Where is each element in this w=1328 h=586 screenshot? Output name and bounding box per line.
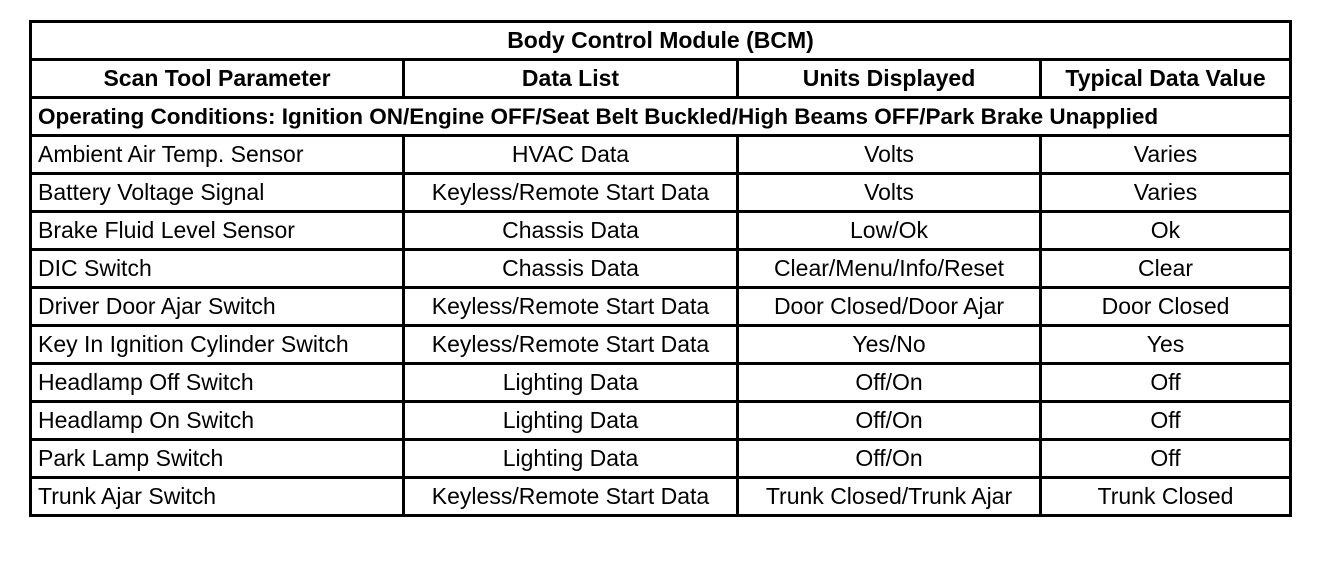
cell-data-list: HVAC Data xyxy=(404,136,738,174)
cell-parameter: Driver Door Ajar Switch xyxy=(31,288,404,326)
cell-data-list: Lighting Data xyxy=(404,402,738,440)
cell-parameter: Battery Voltage Signal xyxy=(31,174,404,212)
cell-typical-value: Off xyxy=(1041,364,1291,402)
cell-units: Off/On xyxy=(738,402,1041,440)
cell-units: Clear/Menu/Info/Reset xyxy=(738,250,1041,288)
header-typical-data-value: Typical Data Value xyxy=(1041,60,1291,98)
cell-parameter: Headlamp On Switch xyxy=(31,402,404,440)
cell-parameter: Park Lamp Switch xyxy=(31,440,404,478)
cell-parameter: Brake Fluid Level Sensor xyxy=(31,212,404,250)
table-row xyxy=(31,212,1291,250)
cell-parameter: Headlamp Off Switch xyxy=(31,364,404,402)
table-row xyxy=(31,174,1291,212)
cell-units: Off/On xyxy=(738,440,1041,478)
cell-data-list: Keyless/Remote Start Data xyxy=(404,174,738,212)
header-row xyxy=(31,60,1291,98)
cell-typical-value: Yes xyxy=(1041,326,1291,364)
bcm-data-table xyxy=(29,20,1292,517)
cell-units: Off/On xyxy=(738,364,1041,402)
cell-data-list: Chassis Data xyxy=(404,212,738,250)
cell-parameter: Key In Ignition Cylinder Switch xyxy=(31,326,404,364)
table-row xyxy=(31,136,1291,174)
cell-typical-value: Clear xyxy=(1041,250,1291,288)
cell-units: Volts xyxy=(738,136,1041,174)
table-row xyxy=(31,364,1291,402)
table-row xyxy=(31,478,1291,516)
cell-data-list: Chassis Data xyxy=(404,250,738,288)
cell-data-list: Lighting Data xyxy=(404,364,738,402)
cell-typical-value: Varies xyxy=(1041,174,1291,212)
cell-parameter: Trunk Ajar Switch xyxy=(31,478,404,516)
table-row xyxy=(31,402,1291,440)
cell-data-list: Keyless/Remote Start Data xyxy=(404,288,738,326)
table-row xyxy=(31,440,1291,478)
cell-parameter: DIC Switch xyxy=(31,250,404,288)
cell-typical-value: Off xyxy=(1041,440,1291,478)
table-row xyxy=(31,288,1291,326)
table-row xyxy=(31,250,1291,288)
cell-units: Volts xyxy=(738,174,1041,212)
cell-typical-value: Varies xyxy=(1041,136,1291,174)
conditions-row xyxy=(31,98,1291,136)
cell-typical-value: Off xyxy=(1041,402,1291,440)
table-title: Body Control Module (BCM) xyxy=(31,22,1291,60)
cell-units: Door Closed/Door Ajar xyxy=(738,288,1041,326)
cell-typical-value: Ok xyxy=(1041,212,1291,250)
cell-units: Trunk Closed/Trunk Ajar xyxy=(738,478,1041,516)
cell-typical-value: Trunk Closed xyxy=(1041,478,1291,516)
cell-parameter: Ambient Air Temp. Sensor xyxy=(31,136,404,174)
cell-data-list: Keyless/Remote Start Data xyxy=(404,326,738,364)
cell-typical-value: Door Closed xyxy=(1041,288,1291,326)
header-data-list: Data List xyxy=(404,60,738,98)
header-units-displayed: Units Displayed xyxy=(738,60,1041,98)
title-row xyxy=(31,22,1291,60)
cell-data-list: Lighting Data xyxy=(404,440,738,478)
cell-units: Yes/No xyxy=(738,326,1041,364)
header-scan-tool-parameter: Scan Tool Parameter xyxy=(31,60,404,98)
table-row xyxy=(31,326,1291,364)
cell-data-list: Keyless/Remote Start Data xyxy=(404,478,738,516)
operating-conditions: Operating Conditions: Ignition ON/Engine OFF/Seat Belt Buckled/High Beams OFF/Park Brake Unapplied xyxy=(31,98,1291,136)
cell-units: Low/Ok xyxy=(738,212,1041,250)
